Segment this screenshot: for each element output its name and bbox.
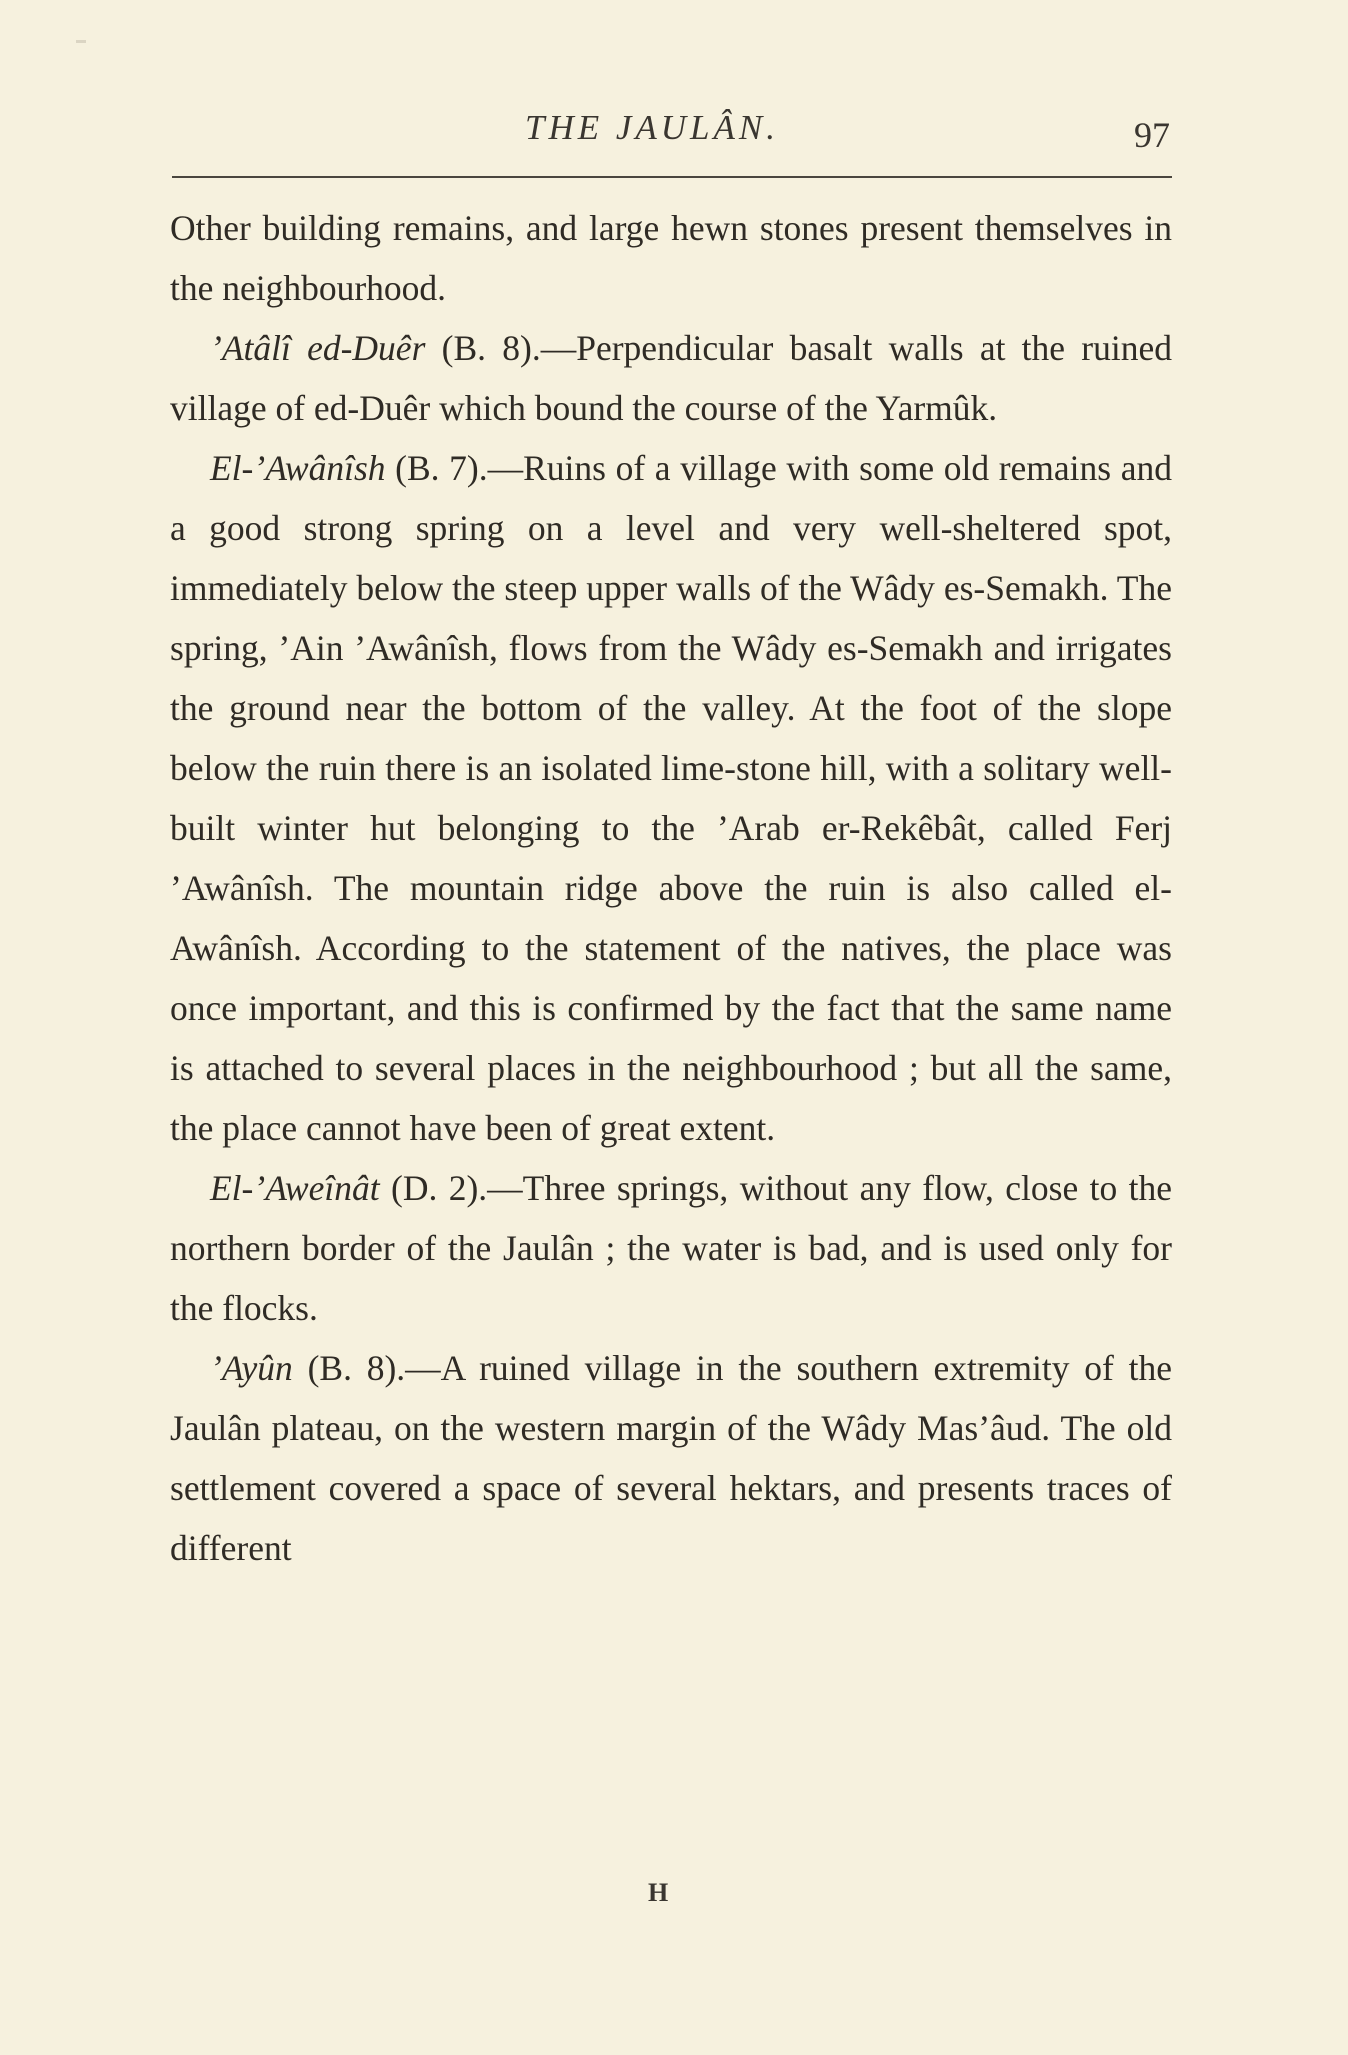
entry-name: ’Atâlî ed-Duêr <box>210 328 426 368</box>
paragraph-text: Other building remains, and large hewn stones present themselves in the neighbourhood. <box>170 208 1172 308</box>
entry-paragraph <box>170 318 1172 438</box>
entry-paragraph <box>170 1158 1172 1338</box>
page-number: 97 <box>1134 115 1170 155</box>
running-title: THE JAULÂN. <box>525 108 779 147</box>
entry-text: (B. 7).—Ruins of a village with some old remains and a good strong spring on a level and very well-sheltered spot, immediately below the steep upper walls of the Wâdy es-Semakh. The spring, ’Ain ’Awânîsh, flows from the Wâdy es-Semakh and irrigates the ground near the bottom of the valley. At the foot of the slope below the ruin there is an isolated lime-stone hill, with a solitary well-built winter hut belonging to the ’Arab er-Rekêbât, called Ferj ’Awânîsh. The mountain ridge above the ruin is also called el-Awânîsh. According to the statement of the natives, the place was once important, and this is confirmed by the fact that the same name is attached to several places in the neighbourhood ; but all the same, the place cannot have been of great extent. <box>170 448 1172 1148</box>
entry-text: (B. 8).—A ruined village in the southern extremity of the Jaulân plateau, on the western margin of the Wâdy Mas’âud. The old settlement covered a space of several hektars, and presents traces of different <box>170 1348 1172 1568</box>
signature-mark: H <box>648 1878 670 1907</box>
entry-text: (B. 8).—Perpendicular basalt walls at the ruined village of ed-Duêr which bound the course of the Yarmûk. <box>170 328 1172 428</box>
entry-paragraph <box>170 438 1172 1158</box>
running-head <box>170 108 1170 158</box>
paragraph <box>170 198 1172 318</box>
entry-name: El-’Aweînât <box>210 1168 380 1208</box>
entry-name: El-’Awânîsh <box>210 448 386 488</box>
entry-text: (D. 2).—Three springs, without any flow, close to the northern border of the Jaulân ; the water is bad, and is used only for the flocks. <box>170 1168 1172 1328</box>
entry-name: ’Ayûn <box>210 1348 293 1388</box>
body-text <box>170 198 1172 1578</box>
entry-paragraph <box>170 1338 1172 1578</box>
page-smudge <box>76 40 86 43</box>
header-rule <box>172 176 1172 178</box>
